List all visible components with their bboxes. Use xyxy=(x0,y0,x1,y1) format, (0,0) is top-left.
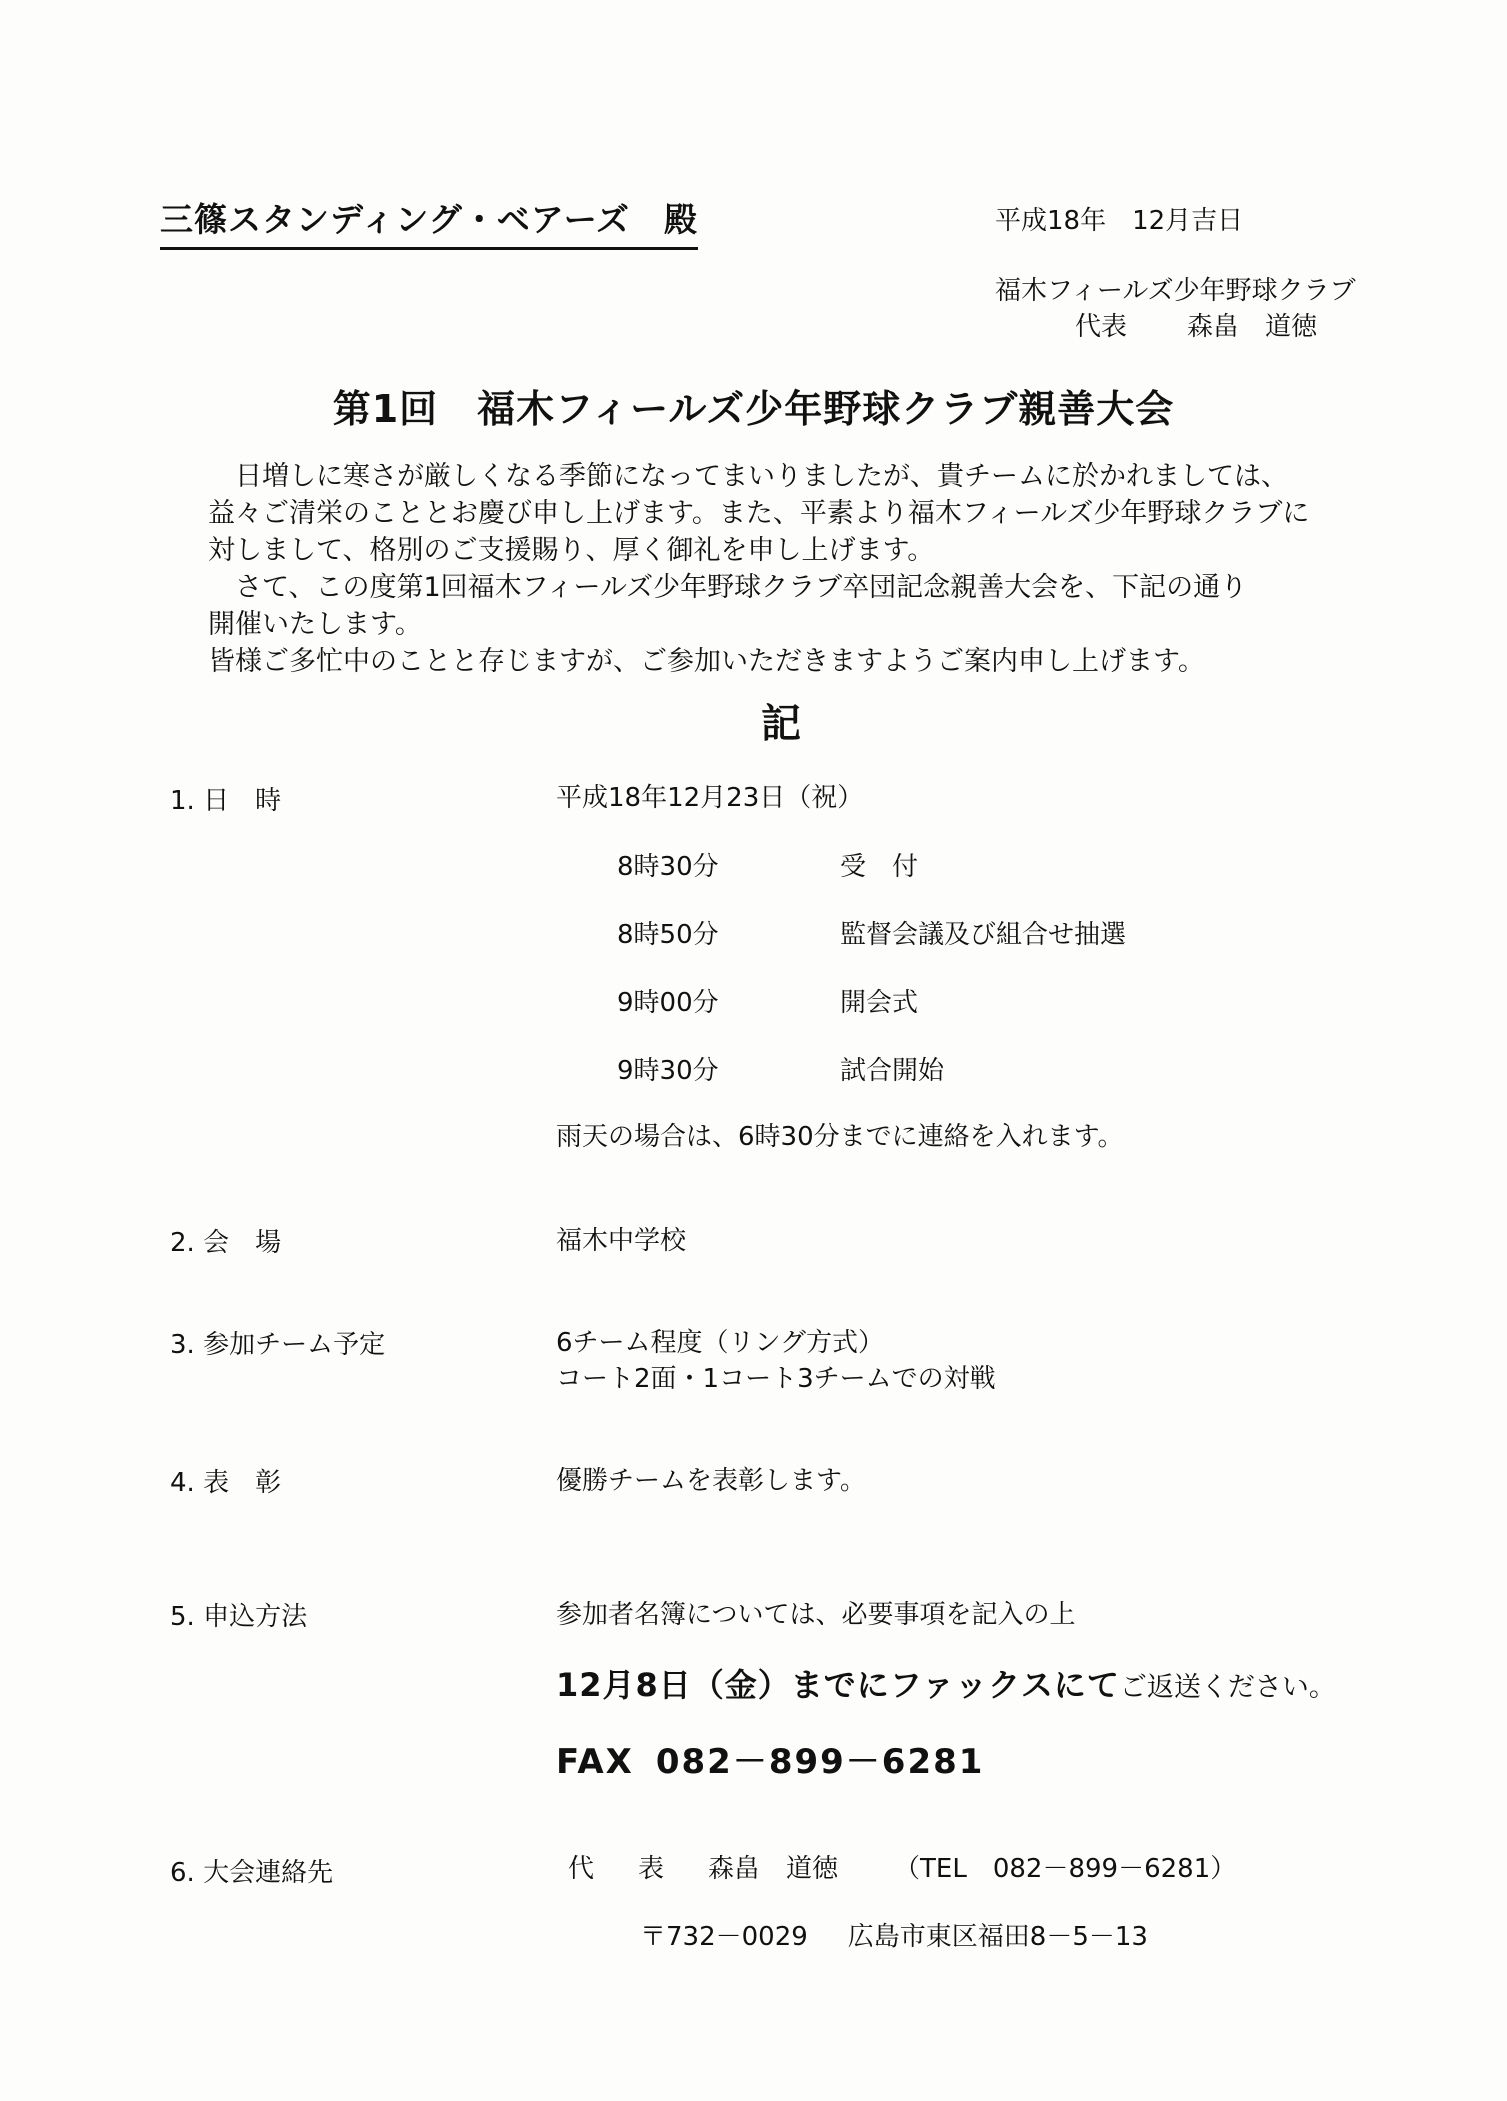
issue-date: 平成18年 12月吉日 xyxy=(995,206,1244,236)
teams-line-1: 6チーム程度（リング方式） xyxy=(556,1328,885,1358)
contact-line xyxy=(568,1848,1236,1885)
addressee: 三篠スタンディング・ベアーズ 殿 xyxy=(160,194,698,250)
fax-number: 082－899－6281 xyxy=(655,1742,985,1782)
schedule-event: 監督会議及び組合せ抽選 xyxy=(840,920,1127,950)
address-line xyxy=(640,1916,1148,1953)
postal-code: 〒732－0029 xyxy=(640,1922,808,1952)
section-label-datetime: 1. 日 時 xyxy=(170,786,282,816)
ki-heading: 記 xyxy=(761,701,801,747)
award-value: 優勝チームを表彰します。 xyxy=(556,1466,866,1496)
sender-organization: 福木フィールズ少年野球クラブ xyxy=(995,276,1356,306)
section-label-award: 4. 表 彰 xyxy=(170,1468,282,1498)
section-label-apply: 5. 申込方法 xyxy=(170,1602,308,1632)
schedule-event: 受 付 xyxy=(840,852,919,882)
street-address: 広島市東区福田8－5－13 xyxy=(847,1922,1148,1952)
schedule-time: 9時00分 xyxy=(617,988,719,1018)
deadline-bold: 12月8日（金）までにファックスにて xyxy=(556,1666,1120,1704)
sender-representative xyxy=(1075,306,1317,343)
fax-line xyxy=(556,1734,984,1783)
teams-line-2: コート2面・1コート3チームでの対戦 xyxy=(556,1364,996,1394)
contact-role-2: 表 xyxy=(638,1854,665,1884)
rain-note: 雨天の場合は、6時30分までに連絡を入れます。 xyxy=(556,1122,1124,1152)
event-date: 平成18年12月23日（祝） xyxy=(556,783,864,813)
body-line: さて、この度第1回福木フィールズ少年野球クラブ卒団記念親善大会を、下記の通り xyxy=(208,572,1248,603)
body-line: 日増しに寒さが厳しくなる季節になってまいりましたが、貴チームに於かれましては、 xyxy=(208,461,1288,492)
schedule-time: 8時30分 xyxy=(617,852,719,882)
schedule-event: 試合開始 xyxy=(840,1056,945,1086)
letter-body xyxy=(208,458,1309,680)
body-line: 益々ご清栄のこととお慶び申し上げます。また、平素より福木フィールズ少年野球クラブに xyxy=(208,498,1310,529)
apply-line-1: 参加者名簿については、必要事項を記入の上 xyxy=(556,1600,1076,1630)
contact-role-1: 代 xyxy=(568,1854,595,1884)
section-label-contact: 6. 大会連絡先 xyxy=(170,1858,334,1888)
apply-deadline xyxy=(556,1660,1336,1706)
body-line: 皆様ご多忙中のことと存じますが、ご参加いただきますようご案内申し上げます。 xyxy=(208,646,1205,677)
body-line: 開催いたします。 xyxy=(208,609,422,640)
fax-label: FAX xyxy=(556,1742,634,1782)
schedule-time: 9時30分 xyxy=(617,1056,719,1086)
sender-name: 森畠 道徳 xyxy=(1187,312,1318,342)
deadline-tail: ご返送ください。 xyxy=(1119,1672,1336,1703)
schedule-time: 8時50分 xyxy=(617,920,719,950)
contact-name: 森畠 道徳 xyxy=(708,1854,839,1884)
schedule-event: 開会式 xyxy=(840,988,919,1018)
section-label-teams: 3. 参加チーム予定 xyxy=(170,1330,386,1360)
document-title: 第1回 福木フィールズ少年野球クラブ親善大会 xyxy=(332,387,1175,431)
contact-tel: （TEL 082－899－6281） xyxy=(894,1854,1237,1884)
sender-role: 代表 xyxy=(1075,312,1128,342)
section-label-venue: 2. 会 場 xyxy=(170,1228,282,1258)
venue-value: 福木中学校 xyxy=(556,1226,687,1256)
body-line: 対しまして、格別のご支援賜り、厚く御礼を申し上げます。 xyxy=(208,535,935,566)
